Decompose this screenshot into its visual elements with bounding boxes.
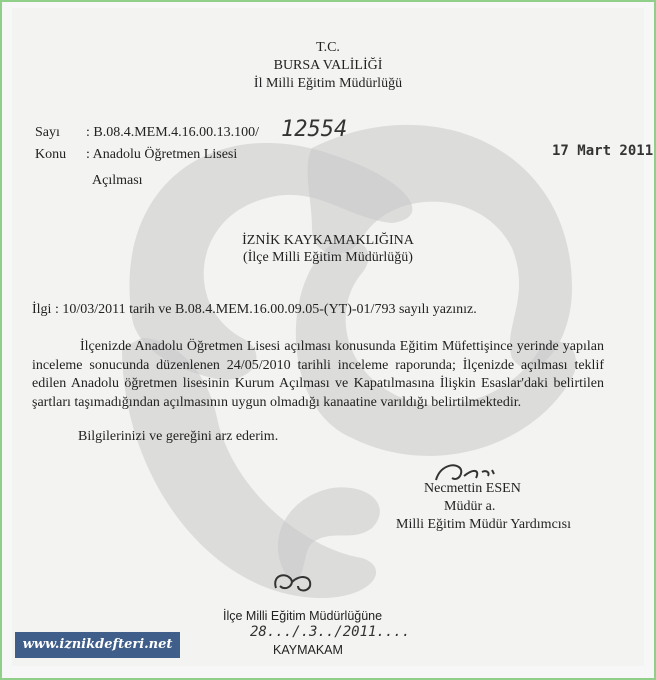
signatory-title-1: Müdür a. xyxy=(444,499,496,514)
date-stamp: 17 Mart 2011 xyxy=(552,143,654,159)
receipt-date: 28.../.3../2011.... xyxy=(250,624,411,640)
header-tc: T.C. xyxy=(316,40,340,55)
sayi-value: : B.08.4.MEM.4.16.00.13.100/ xyxy=(86,125,260,140)
ilgi-line: İlgi : 10/03/2011 tarih ve B.08.4.MEM.16.00.09.05-(YT)-01/793 sayılı yazınız. xyxy=(32,302,477,317)
konu-value: : Anadolu Öğretmen Lisesi xyxy=(86,147,238,162)
document-paper xyxy=(12,8,644,666)
addressee-line1: İZNİK KAYKAMAKLIĞINA xyxy=(242,233,414,248)
konu-value-line2: Açılması xyxy=(92,173,143,188)
receipt-line-1: İlçe Milli Eğitim Müdürlüğüne xyxy=(223,609,383,623)
receipt-signature-scribble xyxy=(268,568,328,598)
signatory-name: Necmettin ESEN xyxy=(424,481,521,496)
konu-label: Konu xyxy=(35,147,67,162)
addressee-line2: (İlçe Milli Eğitim Müdürlüğü) xyxy=(243,250,413,265)
body-paragraph-2: Bilgilerinizi ve gereğini arz ederim. xyxy=(78,429,279,444)
receipt-line-3: KAYMAKAM xyxy=(273,643,343,657)
sayi-handwritten: 12554 xyxy=(281,117,348,142)
header-directorate: İl Milli Eğitim Müdürlüğü xyxy=(253,76,403,91)
signatory-title-2: Milli Eğitim Müdür Yardımcısı xyxy=(396,517,572,532)
sayi-label: Sayı xyxy=(35,125,60,140)
header-governorship: BURSA VALİLİĞİ xyxy=(273,58,383,73)
site-watermark-badge: www.iznikdefteri.net xyxy=(15,632,180,658)
logo-watermark xyxy=(12,8,644,666)
body-paragraph-1: İlçenizde Anadolu Öğretmen Lisesi açılması konusunda Eğitim Müfettişince yerinde yapılan inceleme sonucunda düzenlenen 24/05/2010 tarihli inceleme raporunda; İlçenizde açılması teklif edilen Anadolu öğretmen lisesinin Kurum Açılması ve Kapatılmasına İlişkin Esaslar'daki belirtilen şartları taşımadığından açılmasının uygun olmadığı kanaatine varıldığı belirtilmektedir. xyxy=(32,339,604,410)
